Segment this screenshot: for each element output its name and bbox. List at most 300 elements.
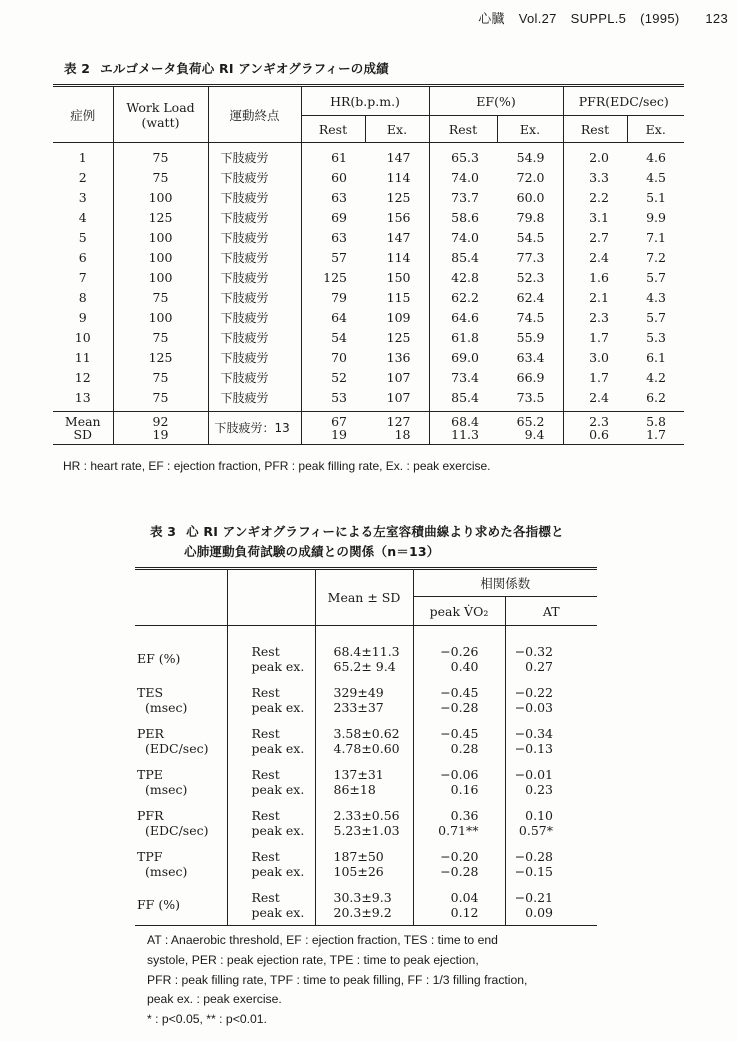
cell-endpoint: 下肢疲労 (208, 368, 301, 388)
summary-ef-rest (429, 412, 497, 445)
header-workload-line2: (watt) (141, 114, 180, 130)
cell-condition (227, 802, 315, 843)
cell-pfr-ex: 5.3 (646, 330, 666, 345)
cell-pfr-ex: 4.3 (646, 290, 666, 305)
cell-item-line1: PER (137, 725, 164, 741)
cell-item-line2: (msec) (145, 781, 188, 797)
cell-peak-vo2-line1: −0.20 (440, 848, 479, 864)
cell-condition (227, 720, 315, 761)
table-row (53, 228, 684, 248)
summary-workload-mean: 92 (152, 414, 169, 429)
cell-item-line2: (EDC/sec) (145, 822, 209, 838)
cell-endpoint: 下肢疲労 (208, 288, 301, 308)
table2-footnote: HR : heart rate, EF : ejection fraction, PFR : peak filling rate, Ex. : peak exercise. (63, 459, 491, 473)
cell-case: 5 (78, 230, 87, 245)
year: (1995) (640, 11, 680, 26)
header-pfr-ex: Ex. (627, 116, 684, 143)
cell-hr-rest: 52 (301, 368, 365, 388)
cell-item-line2: (EDC/sec) (145, 740, 209, 756)
header-item (135, 569, 227, 626)
header-pfr: PFR(EDC/sec) (563, 86, 684, 116)
cell-pfr-rest: 3.1 (563, 208, 627, 228)
cell-pfr-ex: 7.2 (646, 250, 666, 265)
cell-case: 7 (78, 270, 87, 285)
summary-pfr-rest (563, 412, 627, 445)
cell-hr-ex: 114 (386, 170, 411, 185)
cell-mean-sd-line1: 329±49 (333, 684, 384, 700)
cell-mean-sd (315, 720, 413, 761)
summary-endpoint: 下肢疲労：13 (208, 412, 301, 445)
header-at: AT (505, 597, 597, 626)
cell-ef-ex: 60.0 (516, 190, 545, 205)
cell-ef-rest: 62.2 (429, 288, 497, 308)
cell-pfr-ex: 5.7 (646, 270, 666, 285)
cell-at-line1: −0.32 (514, 643, 553, 659)
cell-at-line2: 0.57* (518, 822, 553, 838)
cell-peak-vo2 (413, 802, 505, 843)
cell-item (135, 884, 227, 926)
cell-hr-rest: 69 (301, 208, 365, 228)
summary-ef-rest-sd: 11.3 (451, 427, 479, 442)
footnote-line: peak ex. : peak exercise. (147, 992, 282, 1007)
table-row (53, 368, 684, 388)
summary-pfr-ex-mean: 5.8 (646, 414, 666, 429)
cell-mean-sd (315, 761, 413, 802)
cell-pfr-ex: 4.6 (646, 150, 666, 165)
cell-hr-rest: 125 (301, 268, 365, 288)
cell-mean-sd (315, 626, 413, 680)
header-workload (113, 86, 208, 143)
cell-ef-rest: 65.3 (429, 143, 497, 169)
cell-pfr-rest: 2.1 (563, 288, 627, 308)
cell-ef-ex: 77.3 (516, 250, 545, 265)
cell-ef-ex: 66.9 (516, 370, 545, 385)
cell-hr-rest: 63 (301, 228, 365, 248)
cell-endpoint: 下肢疲労 (208, 143, 301, 169)
cell-case: 1 (78, 150, 87, 165)
cell-hr-ex: 147 (386, 230, 411, 245)
cell-item (135, 761, 227, 802)
cell-at-line1: −0.28 (514, 848, 553, 864)
cell-pfr-rest: 3.3 (563, 168, 627, 188)
cell-mean-sd (315, 802, 413, 843)
cell-mean-sd-line2: 4.78±0.60 (333, 740, 400, 756)
cell-workload: 100 (113, 308, 208, 328)
header-hr-ex: Ex. (365, 116, 429, 143)
cell-condition (227, 679, 315, 720)
table2-title: エルゴメータ負荷心 RI アンギオグラフィーの成績 (100, 61, 389, 76)
cell-endpoint: 下肢疲労 (208, 308, 301, 328)
table3-footnotes (147, 931, 527, 1030)
table-row (135, 884, 597, 926)
summary-hr-rest-mean: 67 (331, 414, 347, 429)
cell-ef-rest: 58.6 (429, 208, 497, 228)
running-head (468, 8, 728, 27)
cell-endpoint: 下肢疲労 (208, 328, 301, 348)
summary-pfr-ex (627, 412, 684, 445)
cell-hr-ex: 147 (386, 150, 411, 165)
cell-peak-vo2-line1: −0.06 (440, 766, 479, 782)
summary-pfr-rest-mean: 2.3 (589, 414, 609, 429)
table3 (135, 567, 597, 926)
cell-case: 4 (78, 210, 87, 225)
header-endpoint: 運動終点 (208, 86, 301, 143)
cell-ef-ex: 72.0 (516, 170, 545, 185)
page-number: 123 (705, 11, 728, 26)
cell-condition-line1: Rest (251, 848, 280, 864)
cell-mean-sd (315, 884, 413, 926)
summary-ef-ex-sd: 9.4 (524, 427, 545, 442)
cell-condition-line1: Rest (251, 684, 280, 700)
cell-ef-ex: 54.5 (516, 230, 545, 245)
cell-hr-rest: 63 (301, 188, 365, 208)
cell-workload: 100 (113, 248, 208, 268)
cell-at (505, 884, 597, 926)
cell-mean-sd-line1: 3.58±0.62 (333, 725, 400, 741)
cell-item (135, 626, 227, 680)
header-condition (227, 569, 315, 626)
cell-pfr-ex: 5.7 (646, 310, 666, 325)
cell-workload: 75 (113, 328, 208, 348)
cell-endpoint: 下肢疲労 (208, 188, 301, 208)
table-row (53, 348, 684, 368)
cell-mean-sd-line2: 86±18 (333, 781, 376, 797)
cell-ef-rest: 85.4 (429, 388, 497, 412)
cell-pfr-ex: 6.1 (646, 350, 666, 365)
cell-peak-vo2 (413, 761, 505, 802)
cell-hr-ex: 125 (386, 330, 411, 345)
cell-mean-sd-line2: 105±26 (333, 863, 384, 879)
cell-hr-rest: 53 (301, 388, 365, 412)
cell-ef-ex: 52.3 (516, 270, 545, 285)
cell-endpoint: 下肢疲労 (208, 268, 301, 288)
cell-at-line2: −0.13 (514, 740, 553, 756)
table-row (53, 288, 684, 308)
cell-peak-vo2 (413, 720, 505, 761)
table-row (135, 761, 597, 802)
cell-ef-ex: 79.8 (516, 210, 545, 225)
header-ef-ex: Ex. (497, 116, 563, 143)
cell-mean-sd-line2: 233±37 (333, 699, 384, 715)
cell-condition (227, 884, 315, 926)
cell-mean-sd-line1: 68.4±11.3 (333, 643, 400, 659)
cell-pfr-rest: 2.3 (563, 308, 627, 328)
supplement: SUPPL.5 (570, 11, 627, 26)
cell-item-line1: TES (137, 684, 164, 700)
cell-case: 9 (78, 310, 87, 325)
cell-condition-line1: Rest (251, 725, 280, 741)
table-row (53, 388, 684, 412)
cell-at-line1: −0.34 (514, 725, 553, 741)
cell-peak-vo2 (413, 884, 505, 926)
cell-endpoint: 下肢疲労 (208, 348, 301, 368)
header-hr-rest: Rest (301, 116, 365, 143)
table3-number: 表 3 (150, 524, 177, 539)
cell-peak-vo2-line2: 0.71** (438, 822, 479, 838)
summary-workload-sd: 19 (152, 427, 169, 442)
cell-pfr-rest: 1.6 (563, 268, 627, 288)
summary-pfr-rest-sd: 0.6 (589, 427, 609, 442)
cell-endpoint: 下肢疲労 (208, 248, 301, 268)
table2 (53, 84, 684, 445)
cell-case: 6 (78, 250, 87, 265)
cell-condition-line2: peak ex. (251, 863, 305, 879)
cell-pfr-rest: 2.2 (563, 188, 627, 208)
summary-ef-ex (497, 412, 563, 445)
cell-at (505, 626, 597, 680)
cell-workload: 75 (113, 168, 208, 188)
header-workload-line1: Work Load (126, 99, 195, 115)
cell-at-line2: 0.23 (525, 781, 553, 797)
cell-item-line1: PFR (137, 807, 164, 823)
cell-pfr-rest: 1.7 (563, 368, 627, 388)
cell-peak-vo2-line2: 0.12 (450, 904, 479, 920)
cell-ef-rest: 74.0 (429, 228, 497, 248)
cell-at (505, 802, 597, 843)
cell-hr-rest: 60 (301, 168, 365, 188)
cell-mean-sd-line1: 30.3±9.3 (333, 889, 392, 905)
cell-at-line2: 0.09 (525, 904, 553, 920)
table-row (53, 208, 684, 228)
cell-item-line1: FF (%) (137, 897, 180, 912)
table-row (53, 248, 684, 268)
cell-condition-line1: Rest (251, 643, 280, 659)
cell-at-line1: −0.21 (514, 889, 553, 905)
header-case: 症例 (53, 86, 113, 143)
cell-pfr-rest: 1.7 (563, 328, 627, 348)
cell-at-line2: 0.27 (525, 658, 553, 674)
journal-name: 心臓 (478, 11, 505, 26)
cell-condition-line2: peak ex. (251, 699, 305, 715)
cell-endpoint: 下肢疲労 (208, 168, 301, 188)
cell-peak-vo2-line2: −0.28 (440, 699, 479, 715)
cell-ef-rest: 85.4 (429, 248, 497, 268)
cell-at (505, 843, 597, 884)
cell-ef-rest: 42.8 (429, 268, 497, 288)
cell-at-line1: −0.01 (514, 766, 553, 782)
cell-hr-ex: 109 (386, 310, 411, 325)
footnote-line: systole, PER : peak ejection rate, TPE : time to peak ejection, (147, 952, 479, 967)
cell-condition (227, 761, 315, 802)
volume: Vol.27 (518, 11, 557, 26)
cell-mean-sd-line2: 5.23±1.03 (333, 822, 400, 838)
header-mean-sd: Mean ± SD (315, 569, 413, 626)
cell-workload: 75 (113, 143, 208, 169)
cell-mean-sd-line1: 187±50 (333, 848, 384, 864)
cell-item-line1: TPF (137, 848, 163, 864)
cell-hr-ex: 136 (386, 350, 411, 365)
cell-item (135, 679, 227, 720)
cell-item (135, 802, 227, 843)
cell-condition-line2: peak ex. (251, 658, 305, 674)
cell-peak-vo2-line2: −0.28 (440, 863, 479, 879)
cell-hr-ex: 150 (386, 270, 411, 285)
cell-ef-ex: 55.9 (516, 330, 545, 345)
cell-peak-vo2-line1: −0.45 (440, 684, 479, 700)
table2-summary-row (53, 412, 684, 445)
cell-condition-line2: peak ex. (251, 740, 305, 756)
cell-ef-rest: 73.7 (429, 188, 497, 208)
cell-peak-vo2-line1: −0.45 (440, 725, 479, 741)
table3-caption (150, 522, 564, 562)
cell-ef-rest: 69.0 (429, 348, 497, 368)
cell-pfr-rest: 2.4 (563, 388, 627, 412)
summary-hr-ex-mean: 127 (386, 414, 411, 429)
cell-case: 2 (78, 170, 87, 185)
cell-condition-line1: Rest (251, 807, 280, 823)
table3-body (135, 626, 597, 926)
cell-item (135, 720, 227, 761)
table2-number: 表 2 (64, 61, 91, 76)
cell-at-line2: −0.03 (514, 699, 553, 715)
summary-ef-rest-mean: 68.4 (451, 414, 479, 429)
cell-mean-sd-line1: 2.33±0.56 (333, 807, 400, 823)
cell-case: 10 (74, 330, 91, 345)
cell-endpoint: 下肢疲労 (208, 388, 301, 412)
table-row (135, 679, 597, 720)
cell-pfr-ex: 7.1 (646, 230, 666, 245)
cell-case: 3 (78, 190, 87, 205)
cell-workload: 125 (113, 208, 208, 228)
table-row (53, 188, 684, 208)
header-ef-rest: Rest (429, 116, 497, 143)
cell-at (505, 679, 597, 720)
cell-hr-rest: 79 (301, 288, 365, 308)
cell-hr-rest: 61 (301, 143, 365, 169)
cell-hr-ex: 107 (386, 370, 411, 385)
cell-hr-rest: 70 (301, 348, 365, 368)
cell-hr-rest: 64 (301, 308, 365, 328)
cell-peak-vo2 (413, 843, 505, 884)
summary-hr-rest (301, 412, 365, 445)
cell-at-line1: 0.10 (525, 807, 553, 823)
cell-case: 12 (74, 370, 91, 385)
cell-ef-ex: 63.4 (516, 350, 545, 365)
cell-hr-ex: 125 (386, 190, 411, 205)
cell-workload: 75 (113, 388, 208, 412)
cell-hr-ex: 114 (386, 250, 411, 265)
cell-pfr-ex: 4.5 (646, 170, 666, 185)
cell-ef-ex: 74.5 (516, 310, 545, 325)
cell-peak-vo2-line1: 0.04 (450, 889, 479, 905)
cell-pfr-rest: 2.4 (563, 248, 627, 268)
cell-at-line1: −0.22 (514, 684, 553, 700)
cell-ef-rest: 61.8 (429, 328, 497, 348)
cell-workload: 75 (113, 288, 208, 308)
cell-mean-sd (315, 679, 413, 720)
cell-peak-vo2-line2: 0.40 (450, 658, 479, 674)
cell-pfr-ex: 5.1 (646, 190, 666, 205)
header-peak-vo2: peak V̇O₂ (413, 597, 505, 626)
cell-ef-ex: 62.4 (516, 290, 545, 305)
summary-ef-ex-mean: 65.2 (516, 414, 545, 429)
summary-sd-label: SD (73, 427, 93, 442)
table-row (53, 143, 684, 169)
cell-peak-vo2-line1: 0.36 (450, 807, 479, 823)
cell-pfr-ex: 6.2 (646, 390, 666, 405)
cell-at-line2: −0.15 (514, 863, 553, 879)
cell-pfr-ex: 4.2 (646, 370, 666, 385)
table-row (53, 268, 684, 288)
table3-title-line1: 心 RI アンギオグラフィーによる左室容積曲線より求めた各指標と (186, 524, 564, 539)
cell-peak-vo2-line1: −0.26 (440, 643, 479, 659)
cell-hr-ex: 115 (386, 290, 411, 305)
table-row (135, 720, 597, 761)
cell-ef-ex: 54.9 (516, 150, 545, 165)
header-pfr-rest: Rest (563, 116, 627, 143)
cell-hr-ex: 107 (386, 390, 411, 405)
table2-caption (64, 59, 389, 77)
cell-condition-line2: peak ex. (251, 822, 305, 838)
cell-pfr-rest: 2.7 (563, 228, 627, 248)
cell-case: 11 (74, 350, 91, 365)
cell-item (135, 843, 227, 884)
cell-condition (227, 843, 315, 884)
cell-workload: 100 (113, 268, 208, 288)
summary-pfr-ex-sd: 1.7 (646, 427, 666, 442)
cell-mean-sd-line2: 65.2± 9.4 (333, 658, 396, 674)
summary-workload (113, 412, 208, 445)
table-row (135, 843, 597, 884)
cell-condition-line1: Rest (251, 889, 280, 905)
table2-body (53, 143, 684, 445)
footnote-line: AT : Anaerobic threshold, EF : ejection fraction, TES : time to end (147, 933, 498, 947)
cell-at (505, 720, 597, 761)
cell-ef-rest: 74.0 (429, 168, 497, 188)
cell-item-line1: TPE (137, 766, 163, 782)
table-row (53, 308, 684, 328)
table-row (53, 168, 684, 188)
cell-peak-vo2 (413, 626, 505, 680)
header-ef: EF(%) (429, 86, 563, 116)
cell-ef-rest: 64.6 (429, 308, 497, 328)
cell-pfr-rest: 3.0 (563, 348, 627, 368)
cell-workload: 100 (113, 188, 208, 208)
cell-endpoint: 下肢疲労 (208, 228, 301, 248)
summary-label (53, 412, 113, 445)
cell-hr-ex: 156 (386, 210, 411, 225)
table-row (135, 626, 597, 680)
cell-workload: 100 (113, 228, 208, 248)
table-row (135, 802, 597, 843)
cell-peak-vo2 (413, 679, 505, 720)
summary-hr-rest-sd: 19 (331, 427, 347, 442)
cell-case: 13 (74, 390, 91, 405)
cell-peak-vo2-line2: 0.28 (450, 740, 479, 756)
cell-condition-line2: peak ex. (251, 781, 305, 797)
cell-condition-line1: Rest (251, 766, 280, 782)
summary-hr-ex (365, 412, 429, 445)
cell-item-line2: (msec) (145, 699, 188, 715)
cell-workload: 75 (113, 368, 208, 388)
footnote-line: PFR : peak filling rate, TPF : time to peak filling, FF : 1/3 filling fraction, (147, 972, 528, 987)
cell-condition-line2: peak ex. (251, 904, 305, 920)
cell-endpoint: 下肢疲労 (208, 208, 301, 228)
cell-mean-sd-line2: 20.3±9.2 (333, 904, 392, 920)
table-row (53, 328, 684, 348)
cell-mean-sd-line1: 137±31 (333, 766, 384, 782)
table3-title-line2: 心肺運動負荷試験の成績との関係（n＝13） (184, 544, 440, 559)
footnote-line: * : p<0.05, ** : p<0.01. (147, 1012, 267, 1027)
cell-ef-ex: 73.5 (516, 390, 545, 405)
cell-peak-vo2-line2: 0.16 (450, 781, 479, 797)
cell-case: 8 (78, 290, 87, 305)
summary-hr-ex-sd: 18 (394, 427, 411, 442)
cell-pfr-ex: 9.9 (646, 210, 666, 225)
cell-hr-rest: 57 (301, 248, 365, 268)
summary-mean-label: Mean (64, 414, 101, 429)
cell-mean-sd (315, 843, 413, 884)
